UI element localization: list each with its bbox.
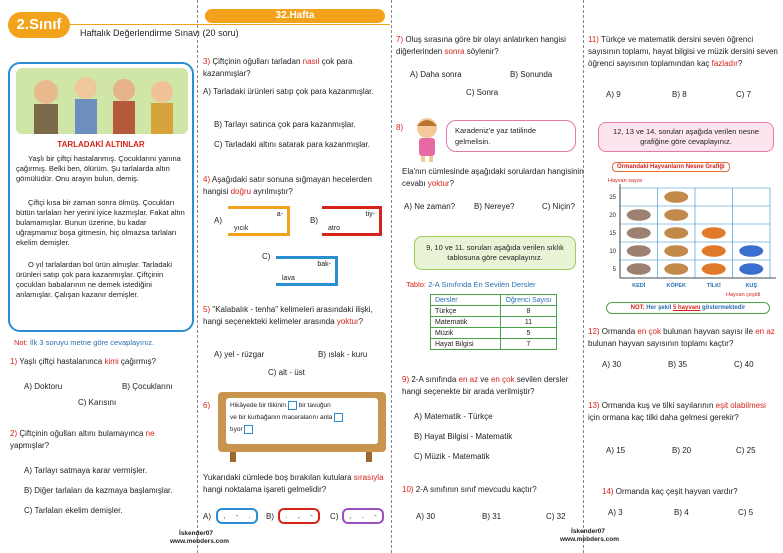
chart-animal-symbol <box>627 209 651 221</box>
q12-option-b[interactable]: B) 35 <box>668 360 688 369</box>
q9-option-a[interactable]: A) Matematik - Türkçe <box>414 412 493 421</box>
chart-animal-symbol <box>664 191 688 203</box>
sign-leg <box>366 452 372 462</box>
q6-option-b[interactable]: . , - <box>278 508 320 524</box>
q4-label-a[interactable]: A) <box>214 216 222 225</box>
question-7: 7) Oluş sırasına göre bir olayı anlatırken hangisi diğerlerinden sonra söylenir? <box>396 35 566 56</box>
q6-option-a[interactable]: , - . <box>216 508 258 524</box>
q4-option-b-box[interactable]: tiy- atro <box>322 206 382 236</box>
chart-plot <box>594 184 778 300</box>
farmer-family-illustration <box>16 68 188 134</box>
q1-option-b[interactable]: B) Çocuklarını <box>122 382 173 391</box>
chart-animal-symbol <box>627 245 651 257</box>
chart-animal-symbol <box>627 263 651 275</box>
q4-option-a-box[interactable]: a- yıcık <box>228 206 290 236</box>
chart-ylabel: Hayvan sayısı <box>608 178 643 184</box>
header-line <box>70 24 390 25</box>
grade-badge: 2.Sınıf <box>8 12 70 38</box>
q11-option-c[interactable]: C) 7 <box>736 90 752 99</box>
question-14: 14) Ormanda kaç çeşit hayvan vardır? <box>602 487 738 496</box>
q5-option-c[interactable]: C) alt - üst <box>268 368 305 377</box>
footer-left: İskender07 www.mebders.com <box>170 530 229 545</box>
question-13: 13) Ormanda kuş ve tilki sayılarının eşit olabilmesi için ormana kaç tilki daha gelmesi gerekir? <box>588 401 766 422</box>
table-row: Hayat Bilgisi 7 <box>431 339 557 350</box>
question-12: 12) Ormanda en çok bulunan hayvan sayısı ile en az bulunan hayvan sayısının toplamı kaçtır? <box>588 327 775 348</box>
q6-label-c[interactable]: C) <box>330 512 339 521</box>
q13-option-b[interactable]: B) 20 <box>672 446 692 455</box>
chart-animal-symbol <box>664 245 688 257</box>
question-6-number: 6) <box>203 401 211 410</box>
chart-animal-symbol <box>739 245 763 257</box>
question-10: 10) 2-A sınıfının sınıf mevcudu kaçtır? <box>402 485 537 494</box>
q9-option-b[interactable]: B) Hayat Bilgisi - Matematik <box>414 432 513 441</box>
q8-option-b[interactable]: B) Nereye? <box>474 202 515 211</box>
q7-option-c[interactable]: C) Sonra <box>466 88 499 97</box>
chart-title: Ormandaki Hayvanların Nesne Grafiği <box>612 162 730 172</box>
column-divider <box>583 0 584 553</box>
animal-object-chart <box>594 160 778 310</box>
speech-bubble: Karadeniz'e yaz tatilinde gelmelisin. <box>446 120 576 152</box>
graph-instruction: 12, 13 ve 14. soruları aşağıda verilen nesne grafiğine göre cevaplayınız. <box>598 122 774 152</box>
chart-ytick-label: 10 <box>609 249 616 255</box>
story-paragraph-3: O yıl tarlalardan bol ürün almışlar. Tarladaki ürünleri satıp çok para kazanmışlar. Çiftçinin çocukları babalarının ne demek istediğini anlamışlar. Çalışan kazanır demişler. <box>16 260 173 299</box>
chart-ytick-label: 5 <box>612 267 616 273</box>
q9-option-c[interactable]: C) Müzik - Matematik <box>414 452 490 461</box>
table-header-count: Öğrenci Sayısı <box>501 295 557 306</box>
chart-category-label: KUŞ <box>745 283 758 289</box>
footer-right: İskender07 www.mebders.com <box>560 528 619 543</box>
q3-option-b[interactable]: B) Tarlayı satınca çok para kazanmışlar. <box>214 120 356 129</box>
question-2: 2) Çiftçinin oğulları altını bulamayınca ne yapmışlar? <box>10 429 155 450</box>
chart-category-label: KÖPEK <box>666 283 687 289</box>
q2-option-a[interactable]: A) Tarlayı satmaya karar vermişler. <box>24 466 147 475</box>
chart-animal-symbol <box>664 263 688 275</box>
q14-option-b[interactable]: B) 4 <box>674 508 689 517</box>
girl-ela-icon <box>412 116 442 162</box>
table-instruction: 9, 10 ve 11. soruları aşağıda verilen sıklık tablosuna göre cevaplayınız. <box>414 236 576 270</box>
story-paragraph-1: Yaşlı bir çiftçi hastalanmış. Çocuklarını yanına çağırmış. Belki ben, ölürüm. Şu tarlalarda altın gömülüdür. Onu arayın bulun, demiş. <box>16 154 181 183</box>
q7-option-a[interactable]: A) Daha sonra <box>410 70 462 79</box>
q11-option-b[interactable]: B) 8 <box>672 90 687 99</box>
q8-option-c[interactable]: C) Niçin? <box>542 202 575 211</box>
sign-board <box>218 392 386 452</box>
table-header-row <box>431 295 557 306</box>
q5-option-b[interactable]: B) ıslak - kuru <box>318 350 368 359</box>
table-row: Müzik 5 <box>431 328 557 339</box>
story-note: Not: İlk 3 soruyu metne göre cevaplayınız. <box>14 338 155 347</box>
q10-option-c[interactable]: C) 32 <box>546 512 566 521</box>
table-header-lessons: Dersler <box>431 295 501 306</box>
q12-option-a[interactable]: A) 30 <box>602 360 622 369</box>
column-divider <box>197 0 198 553</box>
chart-animal-symbol <box>702 245 726 257</box>
q10-option-a[interactable]: A) 30 <box>416 512 436 521</box>
chart-animal-symbol <box>702 263 726 275</box>
q3-option-c[interactable]: C) Tarladaki altını satarak para kazanmışlar. <box>214 140 370 149</box>
chart-category-label: TİLKİ <box>706 283 721 289</box>
q2-option-c[interactable]: C) Tarlaları ekelim demişler. <box>24 506 123 515</box>
sign-leg <box>230 452 236 462</box>
q14-option-a[interactable]: A) 3 <box>608 508 623 517</box>
chart-ytick-label: 15 <box>609 231 616 237</box>
q6-option-c[interactable]: , . - <box>342 508 384 524</box>
favorite-lessons-table <box>430 294 557 350</box>
chart-animal-symbol <box>739 263 763 275</box>
q1-option-c[interactable]: C) Karısını <box>78 398 117 407</box>
column-divider <box>391 0 392 553</box>
question-5: 5) "Kalabalık - tenha" kelimeleri arasındaki ilişki, hangi seçenekteki kelimeler arasında yoktur? <box>203 305 373 326</box>
question-4: 4) Aşağıdaki satır sonuna sığmayan hecelerden hangisi doğru ayrılmıştır? <box>203 175 373 196</box>
sign-board-text: Hikâyede bir tilkinin bir tavuğun ve bir kurbağanın maceralarını anla tıyor <box>226 398 378 444</box>
q1-option-a[interactable]: A) Doktoru <box>24 382 63 391</box>
question-1: 1) Yaşlı çiftçi hastalanınca kimi çağırmış? <box>10 357 156 366</box>
q6-label-a[interactable]: A) <box>203 512 211 521</box>
question-8: Ela'nın cümlesinde aşağıdaki sorulardan hangisinin cevabı yoktur? <box>402 167 584 188</box>
q8-option-a[interactable]: A) Ne zaman? <box>404 202 456 211</box>
question-8-number: 8) <box>396 123 404 132</box>
q4-option-c-box[interactable]: bak- lava <box>276 256 338 286</box>
q4-label-b[interactable]: B) <box>310 216 318 225</box>
question-11: 11) Türkçe ve matematik dersini seven öğrenci sayısının toplamı, hayat bilgisi ve müzik dersini seven öğrenci sayısının toplamından kaç fazladır? <box>588 35 778 68</box>
q3-option-a[interactable]: A) Tarladaki ürünleri satıp çok para kazanmışlar. <box>203 87 374 96</box>
exam-title: Haftalık Değerlendirme Sınavı (20 soru) <box>80 28 239 38</box>
q14-option-c[interactable]: C) 5 <box>738 508 754 517</box>
q13-option-c[interactable]: C) 25 <box>736 446 756 455</box>
q5-option-a[interactable]: A) yel - rüzgar <box>214 350 265 359</box>
chart-ytick-label: 20 <box>609 213 616 219</box>
q13-option-a[interactable]: A) 15 <box>606 446 626 455</box>
q12-option-c[interactable]: C) 40 <box>734 360 754 369</box>
q11-option-a[interactable]: A) 9 <box>606 90 621 99</box>
chart-animal-symbol <box>627 227 651 239</box>
chart-category-label: KEDİ <box>632 283 646 289</box>
table-caption: Tablo: 2-A Sınıfında En Sevilen Dersler <box>406 280 536 289</box>
story-title: TARLADAKİ ALTINLAR <box>57 140 145 149</box>
week-badge: 32.Hafta <box>205 9 385 23</box>
chart-xlabel: Hayvan çeşidi <box>726 292 761 298</box>
q6-label-b[interactable]: B) <box>266 512 274 521</box>
q10-option-b[interactable]: B) 31 <box>482 512 502 521</box>
question-9: 9) 2-A sınıfında en az ve en çok sevilen dersler hangi seçenekte bir arada verilmiştir? <box>402 375 569 396</box>
q7-option-b[interactable]: B) Sonunda <box>510 70 553 79</box>
chart-animal-symbol <box>664 209 688 221</box>
chart-animal-symbol <box>664 227 688 239</box>
q2-option-b[interactable]: B) Diğer tarlaları da kazmaya başlamışlar. <box>24 486 173 495</box>
story-paragraph-2: Çiftçi kısa bir zaman sonra ölmüş. Çocukları bütün tarlaları her yerini iyice kazmışlar. Fakat altın bulamamışlar. Bunun üzerine, bu kadar uğraşmamız boşa gitmesin, hiç olmazsa tarlaları ekelim demişler. <box>16 198 185 247</box>
chart-animal-symbol <box>702 227 726 239</box>
table-row: Türkçe 8 <box>431 306 557 317</box>
story-box <box>8 62 194 332</box>
question-3: 3) Çiftçinin oğulları tarladan nasıl çok para kazanmışlar? <box>203 57 353 78</box>
chart-ytick-label: 25 <box>609 195 616 201</box>
q4-label-c[interactable]: C) <box>262 252 271 261</box>
table-row: Matematik 11 <box>431 317 557 328</box>
question-6: Yukarıdaki cümlede boş bırakılan kutulara sırasıyla hangi noktalama işareti gelmelidir? <box>203 473 384 494</box>
chart-note: NOT: Her şekil 5 hayvanı göstermektedir <box>606 302 770 314</box>
